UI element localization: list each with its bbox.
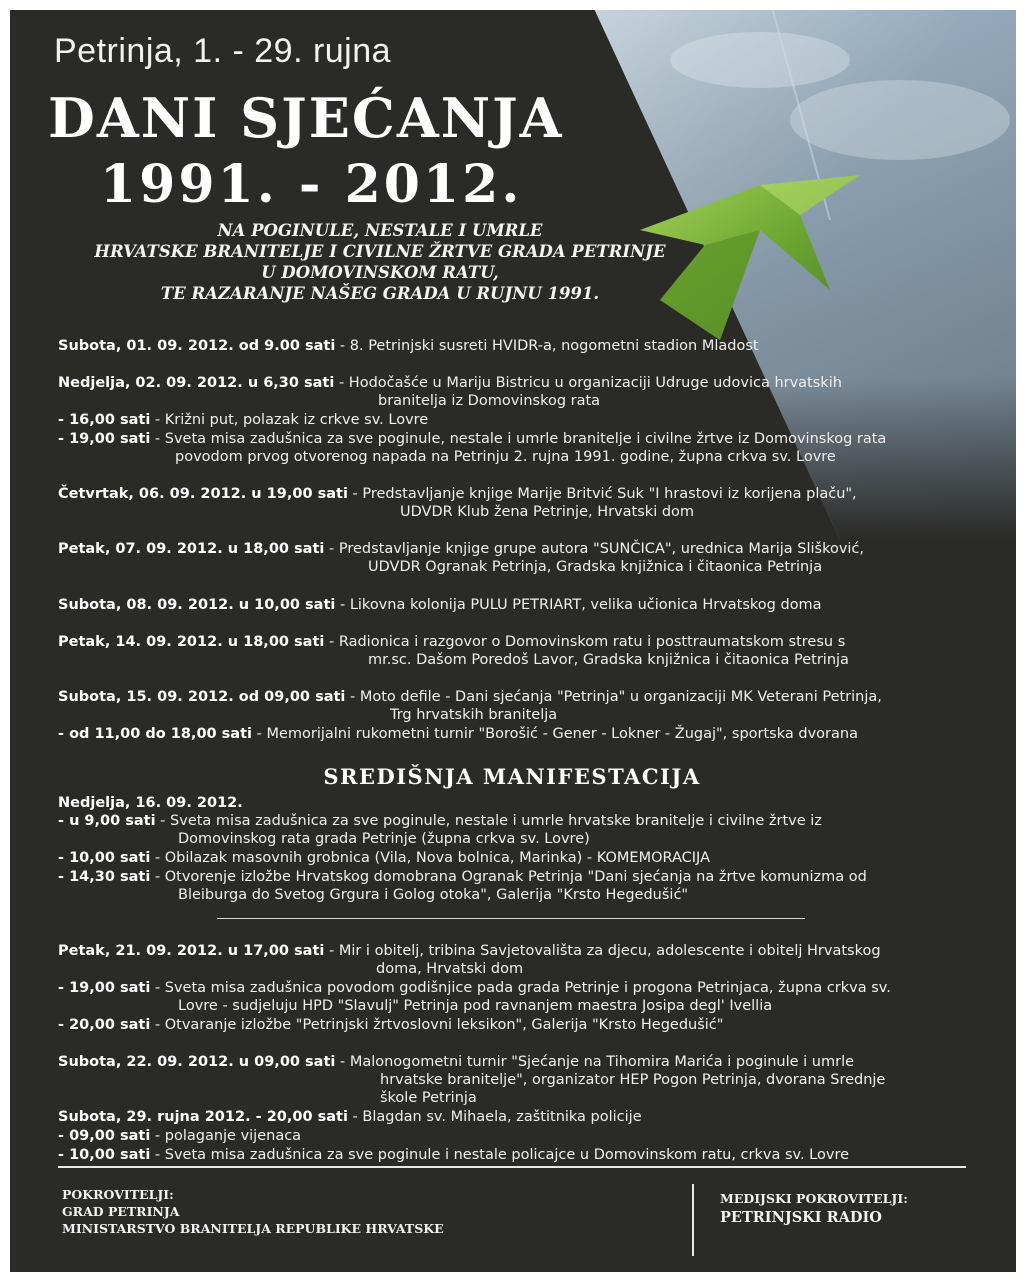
sponsors-label: POKROVITELJI: [62,1187,174,1202]
event-text: - Likovna kolonija PULU PETRIART, velika učionica Hrvatskog doma [335,597,822,613]
event-date: Petak, 14. 09. 2012. u 18,00 sati [58,634,325,650]
event-text: - 8. Petrinjski susreti HVIDR-a, nogometni stadion Mladost [335,338,759,354]
program-line [58,868,867,887]
program-line [58,540,864,559]
sponsor-item: MINISTARSTVO BRANITELJA REPUBLIKE HRVATSKE [62,1221,444,1236]
media-sponsors-label: MEDIJSKI POKROVITELJI: [720,1191,908,1206]
event-text: - Sveta misa zadušnica za sve poginule i nestale policajce u Domovinskom ratu, crkva sv. Lovre [150,1147,850,1163]
subtitle-line: U DOMOVINSKOM RATU, [261,263,499,282]
program-line [58,411,428,430]
program-line [58,596,822,615]
event-text: - Radionica i razgovor o Domovinskom ratu i posttraumatskom stresu s [324,634,846,650]
program-line [58,849,710,868]
sponsors-block [62,1186,444,1237]
event-text: - Memorijalni rukometni turnir "Borošić - Gener - Lokner - Žugaj", sportska dvorana [252,726,858,742]
program-line [58,725,858,744]
event-text: - Predstavljanje knjige Marije Britvić Suk "I hrastovi iz korijena plaču", [347,486,857,502]
program-line [400,503,694,522]
program-line [58,942,881,961]
program-line [178,997,772,1016]
event-text: - Hodočašće u Mariju Bistricu u organizaciji Udruge udovica hrvatskih [334,375,842,391]
event-date: - 09,00 sati [58,1128,151,1144]
program-line [58,979,891,998]
event-text: - Otvorenje izložbe Hrvatskog domobrana Ogranak Petrinja "Dani sjećanja na žrtve komunizma od [150,869,867,885]
event-text: - Mir i obitelj, tribina Savjetovališta za djecu, adolescente i obitelj Hrvatskog [324,943,881,959]
program-line [58,430,886,449]
event-text: mr.sc. Dašom Poredoš Lavor, Gradska knjižnica i čitaonica Petrinja [368,652,849,668]
event-text: škole Petrinja [380,1090,477,1106]
program-line [58,337,759,356]
event-date: - 10,00 sati [58,1147,151,1163]
program-line [376,960,523,979]
frame-top [0,0,1024,10]
program-line [178,830,590,849]
central-manifestation-heading: SREDIŠNJA MANIFESTACIJA [323,764,701,789]
program-line [380,1071,885,1090]
event-date: Petak, 21. 09. 2012. u 17,00 sati [58,943,325,959]
subtitle-line: NA POGINULE, NESTALE I UMRLE [217,221,543,240]
event-text: branitelja iz Domovinskog rata [378,393,601,409]
media-sponsors-block [720,1190,908,1229]
event-text: UDVDR Klub žena Petrinje, Hrvatski dom [400,504,695,520]
event-text: - Predstavljanje knjige grupe autora "SUNČICA", urednica Marija Slišković, [324,541,865,557]
program-line [368,558,822,577]
event-text: Bleiburga do Svetog Grgura i Golog otoka", Galerija "Krsto Hegedušić" [178,887,689,903]
event-date: Subota, 01. 09. 2012. od 9.00 sati [58,338,336,354]
program-line [378,392,600,411]
program-line [58,1016,723,1035]
event-date: Subota, 08. 09. 2012. u 10,00 sati [58,597,336,613]
event-date: Nedjelja, 02. 09. 2012. u 6,30 sati [58,375,335,391]
event-date: Subota, 15. 09. 2012. od 09,00 sati [58,689,346,705]
event-text: doma, Hrvatski dom [376,961,524,977]
event-date: Četvrtak, 06. 09. 2012. u 19,00 sati [58,486,348,502]
program-line [58,633,845,652]
program-line [380,1089,477,1108]
event-text: - Moto defile - Dani sjećanja "Petrinja" u organizaciji MK Veterani Petrinja, [345,689,882,705]
event-date: - 19,00 sati [58,980,151,996]
subtitle-block [20,220,740,304]
event-date: - 20,00 sati [58,1017,151,1033]
program-line [58,374,842,393]
event-text: Trg hrvatskih branitelja [390,707,558,723]
event-text: - polaganje vijenaca [150,1128,302,1144]
event-text: - Malonogometni turnir "Sjećanje na Tihomira Marića i poginule i umrle [335,1054,855,1070]
event-text: - Otvaranje izložbe "Petrinjski žrtvoslovni leksikon", Galerija "Krsto Hegedušić" [150,1017,724,1033]
program-line [58,1127,301,1146]
event-text: - Sveta misa zadušnica za sve poginule, nestale i umrle branitelje i civilne žrtve iz Domovinskog rata [150,431,887,447]
frame-left [0,0,10,1280]
event-text: povodom prvog otvorenog napada na Petrinju 2. rujna 1991. godine, župna crkva sv. Lovre [175,449,836,465]
program-line [58,1108,642,1127]
event-date: - u 9,00 sati [58,813,156,829]
footer-separator [692,1184,694,1256]
event-text: - Blagdan sv. Mihaela, zaštitnika policije [347,1109,642,1125]
poster-years: 1991. - 2012. [100,154,523,215]
event-date: Petak, 07. 09. 2012. u 18,00 sati [58,541,325,557]
event-text: hrvatske branitelje", organizator HEP Pogon Petrinja, dvorana Srednje [380,1072,886,1088]
event-date: - 16,00 sati [58,412,151,428]
program-line [58,1146,849,1165]
poster-title: DANI SJEĆANJA [48,86,564,150]
event-date: - 19,00 sati [58,431,151,447]
subtitle-line: HRVATSKE BRANITELJE I CIVILNE ŽRTVE GRADA PETRINJE [94,242,666,261]
event-text: - Sveta misa zadušnica povodom godišnjice pada grada Petrinje i progona Petrinjaca, župna crkva sv. [150,980,891,996]
event-date: - 14,30 sati [58,869,151,885]
program-line [58,794,243,813]
location-dates: Petrinja, 1. - 29. rujna [54,32,392,70]
event-date: - 10,00 sati [58,850,151,866]
frame-bottom [0,1272,1024,1280]
program-line [58,485,857,504]
event-text: - Križni put, polazak iz crkve sv. Lovre [150,412,429,428]
event-text: Domovinskog rata grada Petrinje (župna crkva sv. Lovre) [178,831,590,847]
event-date: Nedjelja, 16. 09. 2012. [58,795,243,811]
footer-rule [58,1166,966,1168]
program-line [390,706,557,725]
program-line [58,1053,854,1072]
program-line [58,812,822,831]
event-date: - od 11,00 do 18,00 sati [58,726,252,742]
section-divider [217,918,805,919]
program-line [368,651,849,670]
event-date: Subota, 29. rujna 2012. - 20,00 sati [58,1109,348,1125]
media-sponsor-item: PETRINJSKI RADIO [720,1209,882,1226]
event-date: Subota, 22. 09. 2012. u 09,00 sati [58,1054,336,1070]
sponsor-item: GRAD PETRINJA [62,1204,180,1219]
program-line [175,448,836,467]
event-text: Lovre - sudjeluju HPD "Slavulj" Petrinja pod ravnanjem maestra Josipa degl' Ivellia [178,998,773,1014]
event-text: UDVDR Ogranak Petrinja, Gradska knjižnica i čitaonica Petrinja [368,559,823,575]
event-text: - Obilazak masovnih grobnica (Vila, Nova bolnica, Marinka) - KOMEMORACIJA [150,850,710,866]
subtitle-line: TE RAZARANJE NAŠEG GRADA U RUJNU 1991. [160,284,600,303]
program-line [178,886,688,905]
frame-right [1016,0,1024,1280]
event-text: - Sveta misa zadušnica za sve poginule, nestale i umrle hrvatske branitelje i civilne žrtve iz [155,813,822,829]
program-line [58,688,882,707]
